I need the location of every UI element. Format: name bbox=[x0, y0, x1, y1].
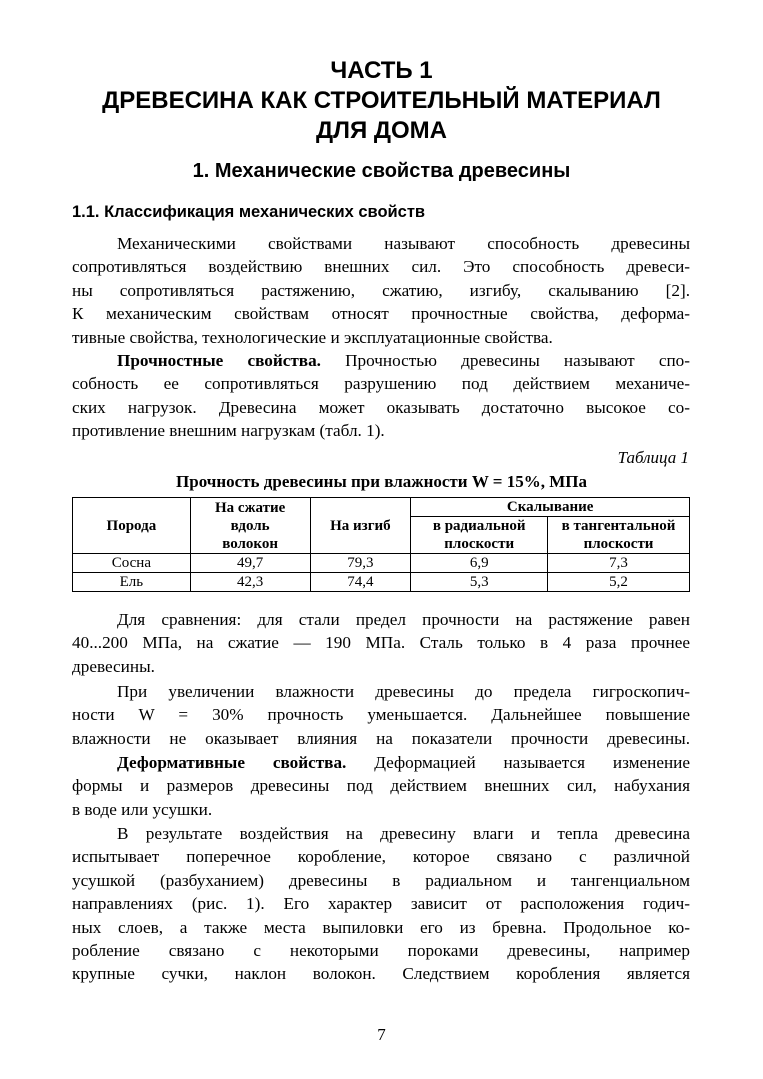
paragraph-4 bbox=[72, 680, 690, 750]
text-line: Механическими свойствами называют способность древесины bbox=[117, 234, 690, 253]
chapter-title: 1. Механические свойства древесины bbox=[192, 160, 571, 182]
table-header-row bbox=[73, 498, 690, 517]
part-title-line1: ЧАСТЬ 1 bbox=[330, 57, 433, 84]
text-line: ности W = 30% прочность уменьшается. Дальнейшее повышение bbox=[72, 705, 690, 725]
header-text: волокон bbox=[222, 535, 279, 552]
header-text: плоскости bbox=[583, 536, 654, 552]
text-line bbox=[72, 751, 690, 774]
text-line bbox=[72, 349, 690, 372]
text-line: в воде или усушки. bbox=[72, 799, 213, 819]
header-text: в тангентальной bbox=[561, 518, 676, 534]
section-title: 1.1. Классификация механических свойств bbox=[72, 203, 426, 221]
header-species: Порода bbox=[73, 498, 191, 554]
page-number: 7 bbox=[377, 1025, 386, 1044]
text-line: тивные свойства, технологические и эксплуатационные свойства. bbox=[72, 327, 553, 347]
text-line: направлениях (рис. 1). Его характер зависит от расположения годич- bbox=[72, 894, 690, 914]
text-line: древесины. bbox=[72, 656, 155, 676]
text-line: ны сопротивляться растяжению, сжатию, изгибу, скалыванию [2]. bbox=[72, 280, 690, 300]
paragraph-2 bbox=[72, 349, 690, 443]
cell-tangential: 7,3 bbox=[548, 554, 690, 573]
bold-term: Деформативные свойства. bbox=[117, 753, 347, 772]
paragraph-3 bbox=[72, 608, 690, 678]
text-run: Прочностью древесины называют спо- bbox=[320, 351, 690, 370]
cell-bending: 79,3 bbox=[310, 554, 411, 573]
header-radial bbox=[411, 517, 548, 554]
table-row bbox=[73, 554, 690, 573]
table-title: Прочность древесины при влажности W = 15%, МПа bbox=[176, 472, 587, 491]
cell-bending: 74,4 bbox=[310, 573, 411, 592]
text-line: испытывает поперечное коробление, которое связано с различной bbox=[72, 847, 690, 867]
bold-term: Прочностные свойства. bbox=[117, 351, 321, 370]
paragraph-5 bbox=[72, 751, 690, 821]
text-line: противление внешним нагрузкам (табл. 1). bbox=[72, 421, 385, 441]
text-line: При увеличении влажности древесины до предела гигроскопич- bbox=[117, 682, 690, 701]
text-line: собность ее сопротивляться разрушению под действием механиче- bbox=[72, 374, 690, 394]
header-text: в радиальной bbox=[432, 518, 526, 534]
text-line: 40...200 МПа, на сжатие — 190 МПа. Сталь только в 4 раза прочнее bbox=[72, 633, 690, 653]
cell-compression: 49,7 bbox=[190, 554, 310, 573]
cell-radial: 5,3 bbox=[411, 573, 548, 592]
header-tangential bbox=[548, 517, 690, 554]
cell-species: Сосна bbox=[73, 554, 191, 573]
text-line: К механическим свойствам относят прочностные свойства, деформа- bbox=[72, 304, 690, 324]
table-row bbox=[73, 573, 690, 592]
part-title-line2: ДРЕВЕСИНА КАК СТРОИТЕЛЬНЫЙ МАТЕРИАЛ bbox=[102, 87, 661, 114]
strength-table bbox=[72, 497, 690, 592]
text-line: сопротивляться воздействию внешних сил. Это способность древеси- bbox=[72, 257, 690, 277]
text-line: робление связано с некоторыми пороками древесины, например bbox=[72, 941, 690, 961]
text-line: В результате воздействия на древесину влаги и тепла древесина bbox=[117, 824, 690, 843]
table-label: Таблица 1 bbox=[617, 448, 689, 467]
text-line: формы и размеров древесины под действием внешних сил, набухания bbox=[72, 776, 690, 796]
header-compression bbox=[190, 498, 310, 554]
text-line: усушкой (разбуханием) древесины в радиальном и тангенциальном bbox=[72, 870, 690, 890]
header-text: вдоль bbox=[230, 517, 270, 534]
header-bending: На изгиб bbox=[310, 498, 411, 554]
text-line: влажности не оказывает влияния на показатели прочности древесины. bbox=[72, 728, 690, 748]
text-line: Для сравнения: для стали предел прочности на растяжение равен bbox=[117, 610, 690, 629]
paragraph-6 bbox=[72, 822, 690, 986]
header-text: На сжатие bbox=[215, 499, 286, 516]
text-line: ных слоев, а также места выпиловки его из бревна. Продольное ко- bbox=[72, 917, 690, 937]
cell-radial: 6,9 bbox=[411, 554, 548, 573]
text-line: ских нагрузок. Древесина может оказывать достаточно высокое со- bbox=[72, 397, 690, 417]
text-run: Деформацией называется изменение bbox=[346, 753, 690, 772]
part-title bbox=[0, 56, 763, 146]
cell-species: Ель bbox=[73, 573, 191, 592]
header-text: плоскости bbox=[444, 536, 515, 552]
header-shear: Скалывание bbox=[411, 498, 690, 517]
text-line: крупные сучки, наклон волокон. Следствием коробления является bbox=[72, 964, 690, 984]
part-title-line3: ДЛЯ ДОМА bbox=[316, 117, 447, 144]
paragraph-1 bbox=[72, 232, 690, 349]
cell-tangential: 5,2 bbox=[548, 573, 690, 592]
cell-compression: 42,3 bbox=[190, 573, 310, 592]
